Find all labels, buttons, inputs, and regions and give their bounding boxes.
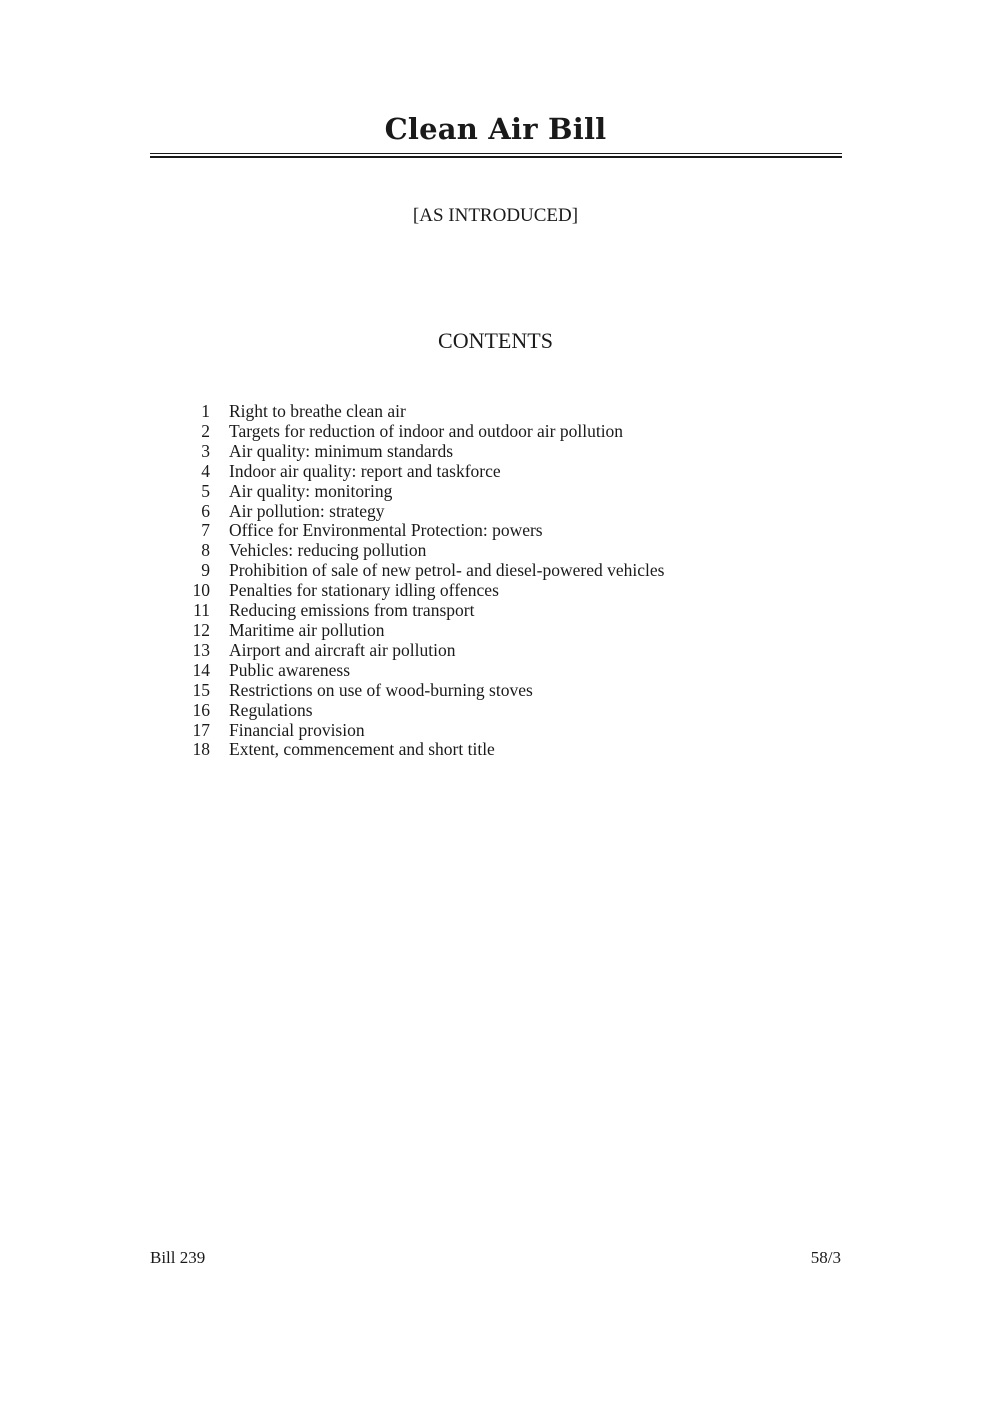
clause-number: 18 [192, 739, 210, 760]
bill-reference: 58/3 [810, 1248, 841, 1267]
clause-number: 9 [201, 560, 210, 581]
clause-number: 4 [201, 460, 210, 481]
clause-title: Air quality: minimum standards [229, 440, 454, 461]
contents-item [170, 422, 664, 442]
clause-number: 3 [201, 440, 210, 461]
clause-title: Office for Environmental Protection: powers [229, 520, 543, 541]
clause-number: 14 [192, 659, 210, 680]
clause-title: Airport and aircraft air pollution [229, 639, 456, 660]
title-rule-thick [150, 156, 842, 158]
clause-title: Financial provision [229, 719, 365, 740]
contents-item [170, 661, 664, 681]
clause-number: 12 [192, 619, 210, 640]
clause-number: 16 [192, 699, 210, 720]
contents-item [170, 502, 664, 522]
clause-number: 15 [192, 679, 210, 700]
clause-title: Restrictions on use of wood-burning stoves [229, 679, 533, 700]
clause-number: 17 [192, 719, 210, 740]
clause-number: 8 [201, 540, 210, 561]
clause-title: Penalties for stationary idling offences [229, 580, 499, 601]
clause-number: 5 [201, 480, 210, 501]
clause-title: Vehicles: reducing pollution [229, 540, 427, 561]
contents-item [170, 581, 664, 601]
clause-number: 6 [201, 500, 210, 521]
clause-number: 13 [192, 639, 210, 660]
contents-item [170, 601, 664, 621]
bill-number: Bill 239 [150, 1248, 206, 1267]
bill-stage: [AS INTRODUCED] [412, 205, 579, 226]
contents-item [170, 681, 664, 701]
clause-title: Right to breathe clean air [229, 401, 406, 421]
contents-item [170, 541, 664, 561]
contents-item [170, 701, 664, 721]
clause-title: Public awareness [229, 659, 351, 680]
clause-number: 2 [201, 420, 210, 441]
clause-title: Extent, commencement and short title [229, 739, 495, 760]
clause-title: Air quality: monitoring [229, 480, 393, 501]
clause-number: 1 [201, 401, 210, 421]
contents-item [170, 641, 664, 661]
contents-item [170, 621, 664, 641]
contents-list [170, 402, 664, 760]
contents-item [170, 561, 664, 581]
clause-title: Air pollution: strategy [229, 500, 385, 521]
clause-title: Indoor air quality: report and taskforce [229, 460, 501, 481]
clause-title: Maritime air pollution [229, 619, 385, 640]
contents-item [170, 442, 664, 462]
clause-number: 10 [192, 580, 210, 601]
contents-item [170, 740, 664, 760]
clause-title: Regulations [229, 699, 313, 720]
clause-title: Reducing emissions from transport [229, 600, 475, 621]
contents-item [170, 521, 664, 541]
contents-item [170, 462, 664, 482]
clause-title: Targets for reduction of indoor and outdoor air pollution [229, 420, 624, 441]
contents-item [170, 402, 664, 422]
contents-item [170, 721, 664, 741]
page-title: Clean Air Bill [384, 112, 607, 146]
clause-title: Prohibition of sale of new petrol- and diesel-powered vehicles [229, 560, 665, 581]
contents-heading: CONTENTS [438, 328, 553, 353]
contents-item [170, 482, 664, 502]
clause-number: 11 [193, 600, 210, 621]
title-rule-thin [150, 153, 842, 154]
clause-number: 7 [201, 520, 210, 541]
